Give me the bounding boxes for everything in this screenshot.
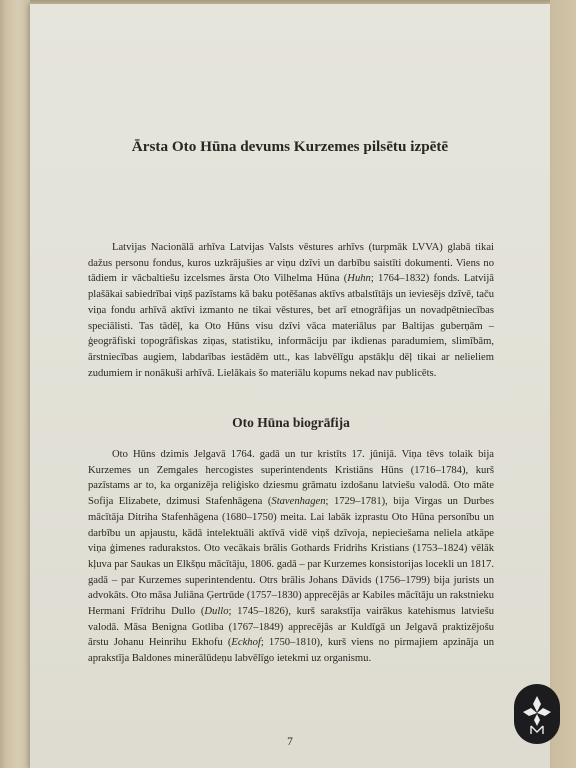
biography-text-2: ; 1729–1781), bija Virgas un Durbes mācītāja Ditriha Stafenhāgena (1680–1750) meita. Lai labāk izprastu Oto Hūna personību un darbību un apjaustu, kādā intelektuāli aktīvā vidē viņš dzīvoja, nepieciešama neliela atkāpe viņa ģimenes radurakstos. Oto vecākais brālis Gothards Fridrihs Kristians (1753–1824) vēlāk kļuva par Saukas un Elkšņu mācītāju, 1806. gadā – par Kurzemes konsistorijas locekli un 1817. gadā – par Kurzemes superintendentu. Otrs brālis Johans Dāvids (1756–1799) bija jurists un advokāts. Oto māsa Juliāna Ģertrūde (1757–1830) apprecējās ar Kabiles mācītāju un rakstnieku Hermani Frīdrihu Dullo ( bbox=[88, 496, 494, 618]
page-number: 7 bbox=[287, 736, 293, 748]
right-page-edge bbox=[550, 0, 576, 768]
biography-text-4: ; 1750–1810), kurš viens no pirmajiem apzināja un aprakstīja Baldones minerālūdeņu labvēlīgo ietekmi uz organismu. bbox=[88, 637, 494, 665]
intro-paragraph bbox=[88, 240, 494, 381]
intro-text-2: ; 1764–1832) fonds. Latvijā plašākai sabiedrībai viņš pazīstams kā baku potēšanas aktīvs atbalstītājs un ieviesējs dzīvē, taču viņa fondu arhīvā aktīvi izmanto ne tikai vēstures, bet arī etnogrāfijas un novadpētniecības speciālisti. Tas tādēļ, ka Oto Hūns visu dzīvi vāca materiālus par Baltijas guberņām – ģeogrāfiski topogrāfiskas ziņas, statistiku, informāciju par ikdienas paradumiem, slimībām, ārstniecības augiem, labdarības iestādēm utt., kas labvēlīgu apstākļu dēļ tikai ar nelieliem zudumiem ir nonākuši arhīvā. Lielākais šo materiālu kopums nekad nav publicēts. bbox=[88, 273, 495, 379]
book-page bbox=[30, 4, 550, 768]
biography-name-stavenhagen: Stavenhagen bbox=[271, 496, 326, 508]
biography-name-eckhof: Eckhof bbox=[231, 637, 261, 649]
biography-text-3: ; 1745–1826), kurš sarakstīja vairākus katehismus latviešu valodā. Māsa Benigna Gotliba (1767–1849) apprecējās ar Kuldīgā un Jelgavā praktizējošu ārstu Johanu Heinrihu Ekhofu ( bbox=[88, 606, 494, 649]
watermark-logo-icon bbox=[514, 684, 560, 744]
section-heading: Oto Hūna biogrāfija bbox=[232, 415, 350, 430]
intro-text-1: Latvijas Nacionālā arhīva Latvijas Valsts vēstures arhīvs (turpmāk LVVA) glabā tikai dažus personu fondus, kuros uzkrājušies ar viņu dzīvi un darbību saistīti dokumenti. Viens no tādiem ir vācbaltiešu izcelsmes ārsta Oto Vilhelma Hūna ( bbox=[88, 242, 494, 285]
biography-name-dullo: Dullo bbox=[204, 606, 229, 618]
biography-paragraph bbox=[88, 447, 494, 667]
intro-name-huhn: Huhn bbox=[347, 273, 371, 285]
chapter-title: Ārsta Oto Hūna devums Kurzemes pilsētu izpētē bbox=[131, 138, 449, 155]
biography-text-1: Oto Hūns dzimis Jelgavā 1764. gadā un tur kristīts 17. jūnijā. Viņa tēvs tolaik bija Kurzemes un Zemgales hercogistes superintendents Kristiāns Hūns (1716–1784), kurš pazīstams ar to, ka organizēja reliģisko dziesmu grāmatu izdošanu latviešu valodā. Oto māte Sofija Elizabete, dzimusi Stafenhāgena ( bbox=[88, 449, 494, 508]
